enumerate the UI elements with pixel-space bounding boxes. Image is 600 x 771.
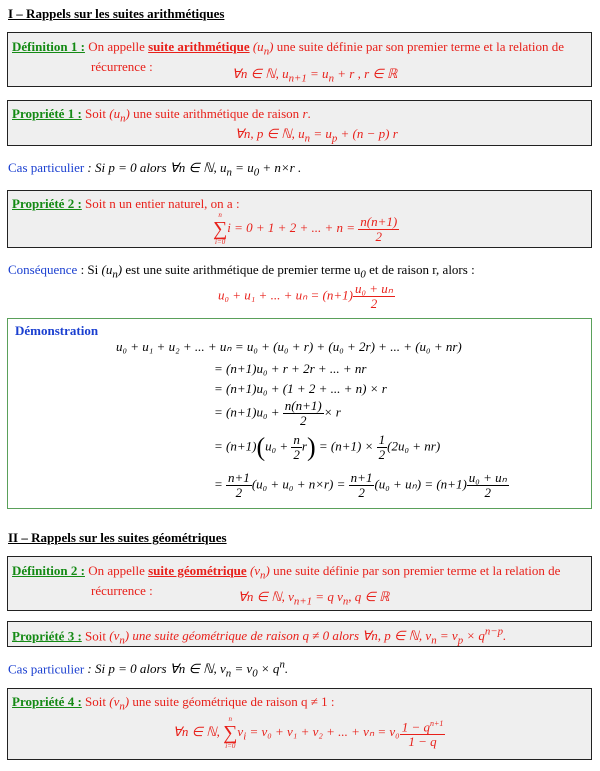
property4-box [7, 688, 592, 760]
property1-formula: ∀n, p ∈ ℕ, $u_n = u_p + (n - p)$ r [235, 126, 398, 145]
property1-dot: . [307, 106, 311, 121]
property2-text: Soit n un entier naturel, on a : [81, 196, 240, 211]
property2-box [7, 190, 592, 248]
demonstration-label: Démonstration [15, 323, 99, 338]
demonstration-box [7, 318, 592, 509]
special-case1-formula: : Si p = 0 alors ∀n ∈ ℕ, $u_n = u_0 + n\times r$ . [84, 160, 302, 179]
consequence-label: Conséquence [8, 262, 78, 277]
definition2-box [7, 556, 592, 611]
special-case1 [8, 160, 301, 179]
property4-rest: une suite géométrique de raison q ≠ 1 : [129, 694, 335, 709]
property3-seq: $(v_n)$ [109, 628, 130, 647]
property1-rest: une suite arithmétique de raison [129, 106, 303, 121]
special-case2-formula: : Si p = 0 alors ∀n ∈ ℕ, $v_n = v_0 \times q^n$. [84, 659, 289, 680]
consequence-line: Conséquence : Si $(u_n)$ est une suite arithmétique de premier terme $u_0$ et de raison r, alors : [8, 262, 475, 281]
property4-text: Soit [81, 694, 110, 709]
definition1-line2: récurrence : [91, 59, 153, 74]
property1-seq: $(u_n)$ [109, 106, 130, 125]
special-case2 [8, 659, 288, 680]
property2-label: Propriété 2 : [12, 196, 82, 211]
demo-line-2: = (n+1)u₀ + r + 2r + ... + nr [214, 361, 367, 376]
definition2-formula: ∀n ∈ ℕ, $v_{n+1} = q$ $v_n$, q ∈ ℝ [238, 589, 390, 608]
special-case1-label: Cas particulier [8, 160, 85, 175]
definition2-label: Définition 2 : [12, 563, 85, 578]
demo-line-3: = (n+1)u₀ + (1 + 2 + ... + n) × r [214, 381, 387, 396]
definition2-rest: une suite définie par son premier terme et la relation de [269, 563, 561, 578]
demo-line-5: = (n+1)(u₀ + $\frac{n}{2}$ r) = (n+1) × $\frac{1}{2}$ (2u₀ + nr) [214, 432, 441, 462]
property2-formula: n ∑ i=0 i = 0 + 1 + 2 + ... + n = $\frac{n(n+1)}{2}$ [213, 211, 398, 246]
property3-text: Soit [81, 628, 110, 644]
demo-line-1: u₀ + u₁ + u₂ + ... + uₙ = u₀ + (u₀ + r) + (u₀ + 2r) + ... + (u₀ + nr) [116, 339, 462, 354]
property3-label: Propriété 3 : [12, 628, 82, 644]
property4-label: Propriété 4 : [12, 694, 82, 709]
property1-label: Propriété 1 : [12, 106, 82, 121]
special-case2-label: Cas particulier [8, 661, 85, 677]
definition1-box [7, 32, 592, 87]
property3-box [7, 621, 592, 647]
definition1-formula: ∀n ∈ ℕ, $u_{n+1} = u_n + r$ , r ∈ ℝ [232, 66, 398, 85]
definition2-intro: On appelle [84, 563, 149, 578]
property1-r: r [302, 106, 308, 121]
property1-text: Soit [81, 106, 110, 121]
definition1-seq: $(u_n)$ [252, 39, 274, 58]
demo-line-6: = $\frac{n+1}{2}$ (u₀ + u₀ + n×r) = $\frac{n+1}{2}$ (u₀ + uₙ) = (n+1) $\frac{\text{u₀ + uₙ}}{2}$ [214, 470, 507, 500]
property3-formula: une suite géométrique de raison q ≠ 0 alors ∀n, p ∈ ℕ, $v_n = v_p \times q^{n-p}$. [129, 626, 507, 647]
definition1-rest: une suite définie par son premier terme et la relation de [273, 39, 565, 54]
definition2-term: suite géométrique [148, 563, 247, 578]
definition1-intro: On appelle [84, 39, 149, 54]
section1-heading: I – Rappels sur les suites arithmétiques [8, 6, 225, 21]
section2-heading: II – Rappels sur les suites géométriques [8, 530, 227, 545]
consequence-formula: u₀ + u₁ + ... + uₙ = (n+1) $\frac{\text{u₀ + uₙ}}{2}$ [218, 281, 393, 311]
property4-formula: ∀n ∈ ℕ, n ∑ i=0 $v_i = v_0 + v_1 + v_2$ + ... + vₙ = v₀ $\frac{1 - q^{n+1}}{1 - q}$ [173, 715, 444, 750]
property1-box [7, 100, 592, 146]
definition2-line2: récurrence : [91, 583, 153, 598]
definition1-label: Définition 1 : [12, 39, 85, 54]
demo-line-4: = (n+1)u₀ + $\frac{n(n+1)}{2}$ × r [214, 398, 341, 428]
property4-seq: $(v_n)$ [109, 694, 130, 713]
definition1-term: suite arithmétique [148, 39, 250, 54]
definition2-seq: $(v_n)$ [249, 563, 270, 582]
